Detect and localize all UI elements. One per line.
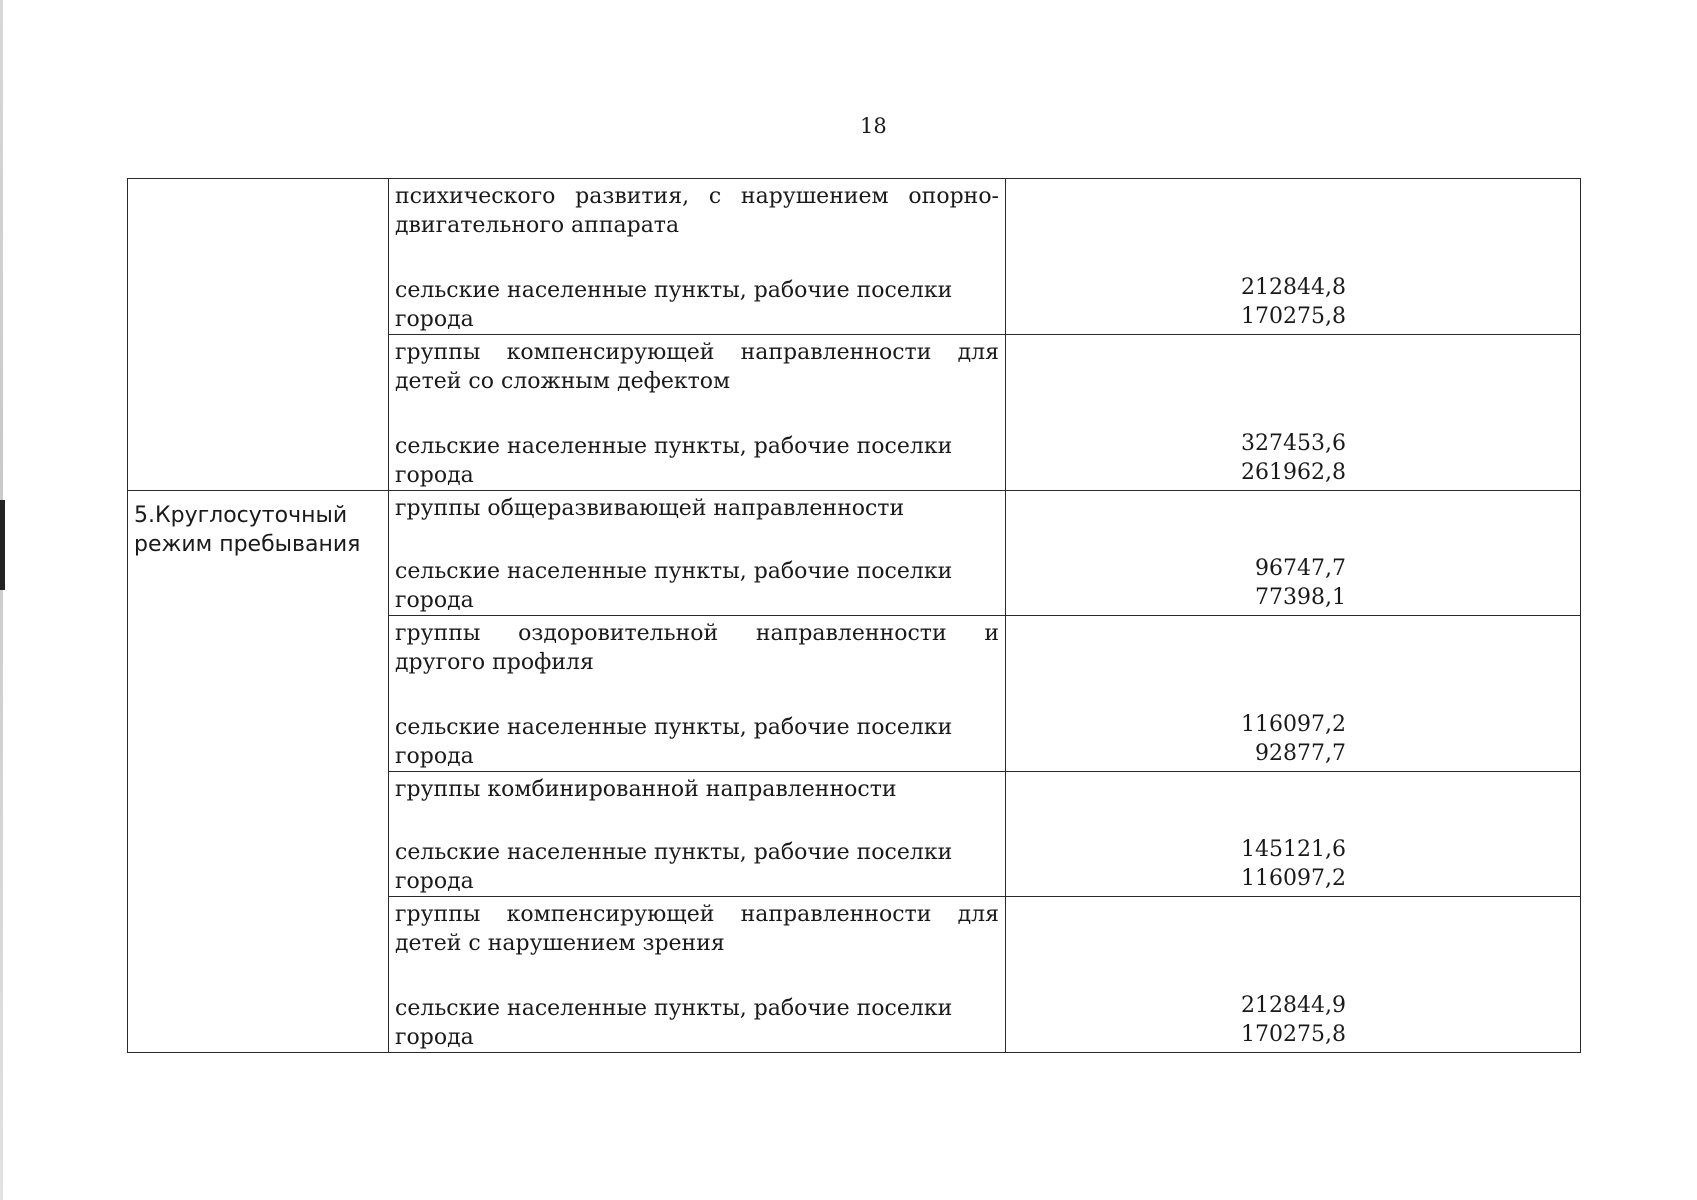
page-number: 18 xyxy=(860,114,887,138)
rural-label: сельские населенные пункты, рабочие поселки xyxy=(395,996,953,1021)
value-cell xyxy=(1006,772,1581,897)
description-cell xyxy=(389,897,1006,1053)
rural-value: 327453,6 xyxy=(1241,431,1346,456)
scan-edge xyxy=(0,0,3,1200)
rural-label: сельские населенные пункты, рабочие поселки xyxy=(395,840,953,865)
rural-value: 212844,9 xyxy=(1241,993,1346,1018)
group-title: группы компенсирующей направленности для детей со сложным дефектом xyxy=(395,340,999,394)
description-cell xyxy=(389,491,1006,616)
city-value: 170275,8 xyxy=(1241,304,1346,329)
category-cell-empty xyxy=(128,179,389,491)
table-row xyxy=(128,179,1581,335)
rural-label: сельские населенные пункты, рабочие поселки xyxy=(395,278,953,303)
city-label: города xyxy=(395,307,474,332)
value-cell xyxy=(1006,897,1581,1053)
rural-value: 212844,8 xyxy=(1241,275,1346,300)
city-value: 170275,8 xyxy=(1241,1022,1346,1047)
group-title: психического развития, с нарушением опорно-двигательного аппарата xyxy=(395,184,999,238)
group-title: группы комбинированной направленности xyxy=(395,777,897,802)
group-title: группы оздоровительной направленности и другого профиля xyxy=(395,621,999,675)
rural-value: 116097,2 xyxy=(1241,712,1346,737)
rural-label: сельские населенные пункты, рабочие поселки xyxy=(395,559,953,584)
rural-value: 145121,6 xyxy=(1241,837,1346,862)
rural-label: сельские населенные пункты, рабочие поселки xyxy=(395,434,953,459)
description-cell xyxy=(389,335,1006,491)
rural-value: 96747,7 xyxy=(1255,556,1346,581)
scan-mark xyxy=(0,500,5,590)
city-label: города xyxy=(395,588,474,613)
city-value: 261962,8 xyxy=(1241,460,1346,485)
value-cell xyxy=(1006,335,1581,491)
category-cell: 5.Круглосуточный режим пребывания xyxy=(128,491,389,1053)
group-title: группы компенсирующей направленности для детей с нарушением зрения xyxy=(395,902,999,956)
description-cell xyxy=(389,772,1006,897)
city-label: города xyxy=(395,869,474,894)
city-label: города xyxy=(395,744,474,769)
rural-label: сельские населенные пункты, рабочие поселки xyxy=(395,715,953,740)
value-cell xyxy=(1006,616,1581,772)
value-cell xyxy=(1006,179,1581,335)
description-cell xyxy=(389,179,1006,335)
table-row xyxy=(128,491,1581,616)
description-cell xyxy=(389,616,1006,772)
city-value: 77398,1 xyxy=(1255,585,1346,610)
city-value: 116097,2 xyxy=(1241,866,1346,891)
group-title: группы общеразвивающей направленности xyxy=(395,496,905,521)
value-cell xyxy=(1006,491,1581,616)
city-label: города xyxy=(395,1025,474,1050)
tariff-table xyxy=(127,178,1581,1053)
city-label: города xyxy=(395,463,474,488)
city-value: 92877,7 xyxy=(1255,741,1346,766)
